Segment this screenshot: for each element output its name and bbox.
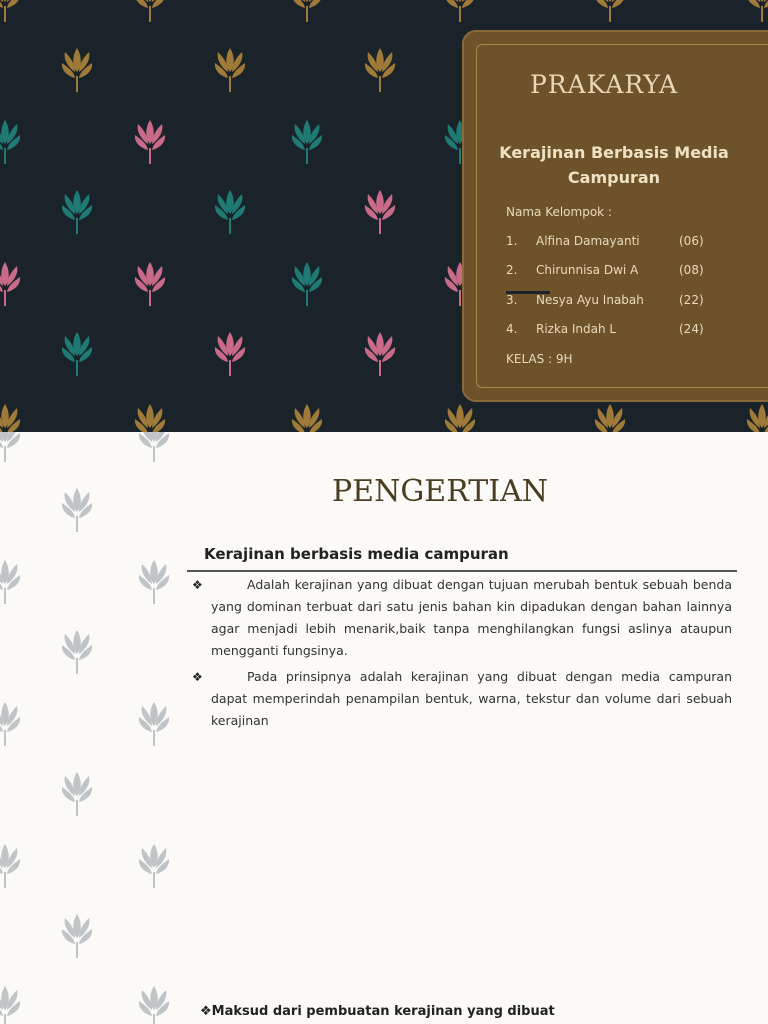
leaf-icon <box>292 404 322 432</box>
title-card <box>462 30 768 402</box>
leaf-icon <box>62 630 92 674</box>
section-subheading: Kerajinan berbasis media campuran <box>204 545 509 563</box>
bullet-text: Adalah kerajinan yang dibuat dengan tujuan merubah bentuk sebuah benda yang dominan terbuat dari satu jenis bahan kin dipadukan dengan bahan lainnya agar menjadi lebih menarik,baik tanpa menghilangkan fungsi aslinya ataupun mengganti fungsinya. <box>211 577 732 658</box>
leaf-icon <box>595 404 625 432</box>
member-name: Nesya Ayu Inabah <box>536 293 644 307</box>
leaf-pattern-background <box>0 432 200 1024</box>
group-label: Nama Kelompok : <box>506 205 612 219</box>
leaf-icon <box>0 120 20 164</box>
diamond-bullet-icon: ❖ <box>192 578 203 592</box>
leaf-icon <box>0 844 20 888</box>
member-code: (24) <box>679 322 704 336</box>
leaf-icon <box>215 190 245 234</box>
leaf-icon <box>0 560 20 604</box>
member-number: 4. <box>506 322 518 336</box>
leaf-icon <box>62 914 92 958</box>
member-number: 2. <box>506 263 518 277</box>
leaf-icon <box>62 772 92 816</box>
leaf-icon <box>0 404 20 432</box>
member-row <box>506 263 716 279</box>
leaf-icon <box>215 48 245 92</box>
leaf-icon <box>445 404 475 432</box>
leaf-icon <box>365 332 395 376</box>
leaf-icon <box>62 488 92 532</box>
leaf-icon <box>0 0 20 22</box>
leaf-icon <box>139 432 169 462</box>
bullet-paragraph <box>192 666 732 732</box>
leaf-icon <box>139 844 169 888</box>
member-number: 1. <box>506 234 518 248</box>
member-name: Alfina Damayanti <box>536 234 640 248</box>
leaf-icon <box>365 190 395 234</box>
class-label: KELAS : 9H <box>506 352 573 366</box>
leaf-icon <box>62 332 92 376</box>
leaf-icon <box>0 986 20 1024</box>
leaf-icon <box>139 986 169 1024</box>
member-row <box>506 293 716 309</box>
title-slide <box>0 0 768 432</box>
leaf-icon <box>135 0 165 22</box>
leaf-icon <box>135 120 165 164</box>
leaf-icon <box>747 0 768 22</box>
leaf-icon <box>139 560 169 604</box>
diamond-bullet-icon: ❖ <box>192 670 203 684</box>
leaf-icon <box>215 332 245 376</box>
member-name: Rizka Indah L <box>536 322 617 336</box>
leaf-icon <box>135 262 165 306</box>
leaf-icon <box>292 262 322 306</box>
leaf-icon <box>595 0 625 22</box>
member-code: (06) <box>679 234 704 248</box>
slide-title: PRAKARYA <box>529 70 679 99</box>
bullet-text: Pada prinsipnya adalah kerajinan yang dibuat dengan media campuran dapat memperindah penampilan bentuk, warna, tekstur dan volume dari sebuah kerajinan <box>211 669 732 728</box>
leaf-icon <box>365 48 395 92</box>
slide-subtitle: Kerajinan Berbasis Media Campuran <box>499 143 729 187</box>
leaf-icon <box>445 0 475 22</box>
member-name: Chirunnisa Dwi A <box>536 263 639 277</box>
leaf-icon <box>747 404 768 432</box>
leaf-icon <box>292 0 322 22</box>
leaf-icon <box>0 432 20 462</box>
section-heading: PENGERTIAN <box>332 474 549 509</box>
leaf-icon <box>292 120 322 164</box>
leaf-icon <box>0 262 20 306</box>
leaf-icon <box>0 702 20 746</box>
member-code: (08) <box>679 263 704 277</box>
leaf-icon <box>62 190 92 234</box>
bullet-paragraph <box>192 574 732 662</box>
definition-slide <box>0 432 768 1024</box>
member-code: (22) <box>679 293 704 307</box>
next-bullet-heading: ❖Maksud dari pembuatan kerajinan yang dibuat <box>200 1004 555 1019</box>
leaf-icon <box>62 48 92 92</box>
member-row <box>506 234 716 250</box>
leaf-icon <box>139 702 169 746</box>
heading-divider <box>187 570 737 572</box>
member-number: 3. <box>506 293 518 307</box>
leaf-icon <box>135 404 165 432</box>
member-row <box>506 322 716 338</box>
